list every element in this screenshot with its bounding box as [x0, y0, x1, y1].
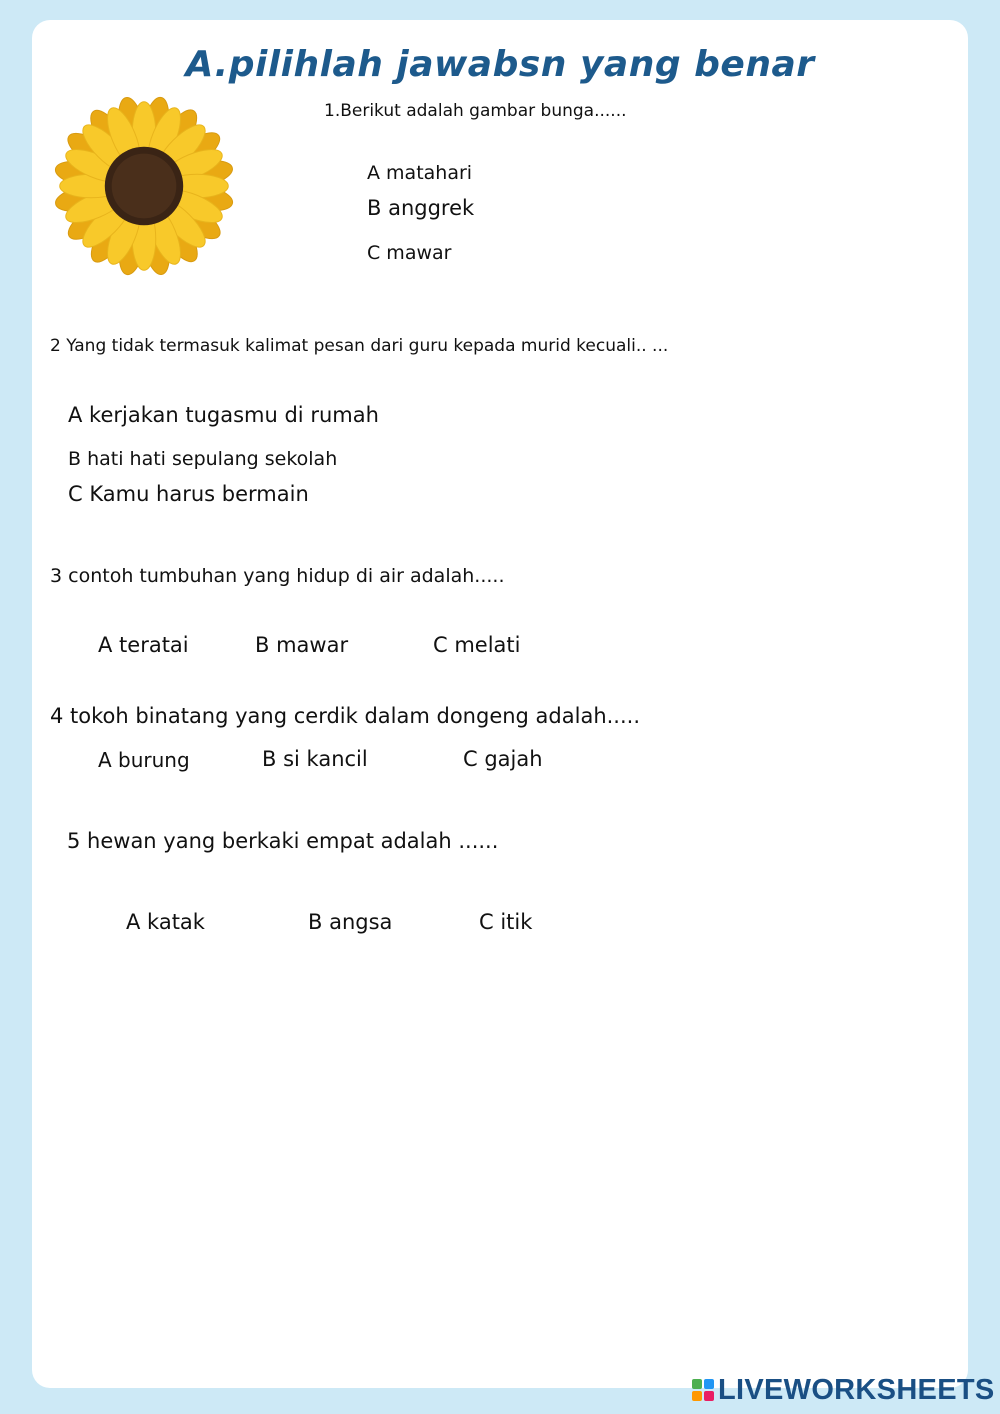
sunflower-image	[46, 88, 242, 284]
page-title: A.pilihlah jawabsn yang benar	[185, 44, 815, 85]
question-2-text: 2 Yang tidak termasuk kalimat pesan dari guru kepada murid kecuali.. ...	[50, 336, 669, 356]
q1-option-c[interactable]: C mawar	[367, 242, 452, 264]
sunflower-center-inner	[112, 154, 177, 219]
q2-option-b[interactable]: B hati hati sepulang sekolah	[68, 448, 338, 470]
q2-option-c[interactable]: C Kamu harus bermain	[68, 482, 309, 506]
logo-square	[692, 1379, 702, 1389]
q5-option-a[interactable]: A katak	[126, 910, 205, 934]
logo-square	[692, 1391, 702, 1401]
brand-logo-icon	[692, 1379, 714, 1401]
q3-option-a[interactable]: A teratai	[98, 633, 189, 657]
q5-option-b[interactable]: B angsa	[308, 910, 393, 934]
question-1-text: 1.Berikut adalah gambar bunga......	[324, 101, 627, 121]
q1-option-b[interactable]: B anggrek	[367, 196, 475, 220]
brand-text: LIVEWORKSHEETS	[718, 1373, 995, 1406]
q4-option-b[interactable]: B si kancil	[262, 747, 368, 771]
question-3-text: 3 contoh tumbuhan yang hidup di air adalah.....	[50, 565, 505, 587]
q3-option-b[interactable]: B mawar	[255, 633, 349, 657]
q4-option-a[interactable]: A burung	[98, 748, 190, 772]
question-4-text: 4 tokoh binatang yang cerdik dalam dongeng adalah.....	[50, 704, 641, 728]
logo-square	[704, 1391, 714, 1401]
q3-option-c[interactable]: C melati	[433, 633, 521, 657]
q1-option-a[interactable]: A matahari	[367, 162, 473, 184]
logo-square	[704, 1379, 714, 1389]
q2-option-a[interactable]: A kerjakan tugasmu di rumah	[68, 403, 379, 427]
liveworksheets-logo[interactable]	[692, 1374, 995, 1406]
q4-option-c[interactable]: C gajah	[463, 747, 543, 771]
q5-option-c[interactable]: C itik	[479, 910, 533, 934]
question-5-text: 5 hewan yang berkaki empat adalah ......	[67, 829, 499, 853]
